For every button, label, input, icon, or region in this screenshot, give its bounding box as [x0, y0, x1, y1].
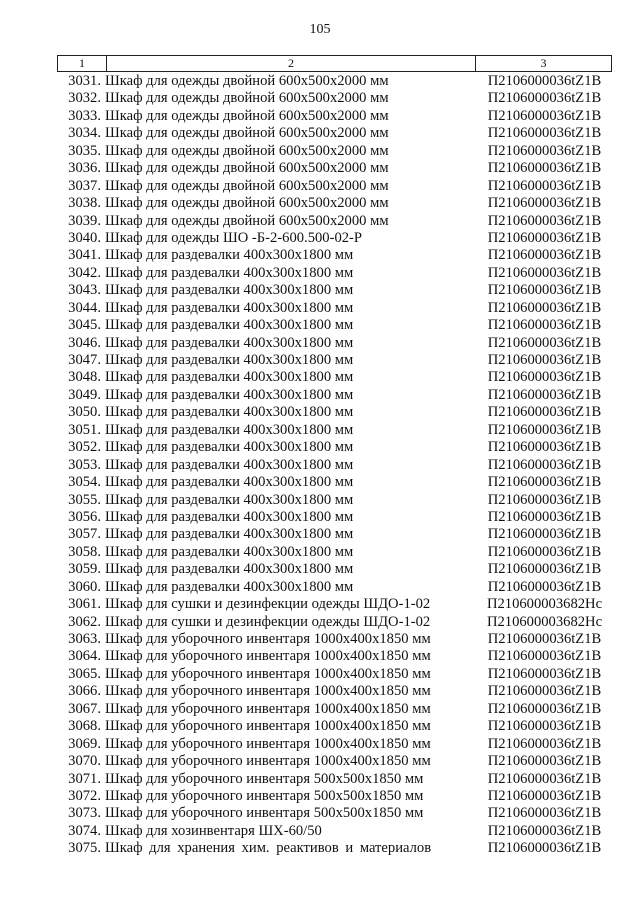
row-item-name: Шкаф для одежды двойной 600x500x2000 мм [105, 90, 389, 107]
table-row [57, 666, 612, 683]
row-item-code: П2106000036tZ1B [487, 177, 602, 194]
row-number: 3039. [68, 212, 101, 229]
row-number: 3066. [68, 683, 101, 700]
row-number: 3072. [68, 787, 101, 804]
table-row [57, 108, 612, 125]
row-item-code: П2106000036tZ1B [487, 73, 602, 89]
row-item-name: Шкаф для раздевалки 400x300x1800 мм [105, 561, 354, 578]
row-item-name: Шкаф для уборочного инвентаря 1000x400x1850 мм [105, 648, 431, 665]
row-item-code: П210600003682Нс [486, 596, 603, 613]
row-item-name: Шкаф для раздевалки 400x300x1800 мм [105, 369, 354, 386]
table-row [57, 474, 612, 491]
row-item-name: Шкаф для раздевалки 400x300x1800 мм [105, 264, 354, 281]
table-row [57, 526, 612, 543]
row-item-name: Шкаф для хозинвентаря ШХ-60/50 [105, 822, 322, 839]
row-item-name: Шкаф для уборочного инвентаря 500x500x1850 мм [105, 805, 424, 822]
row-item-name: Шкаф для уборочного инвентаря 1000x400x1850 мм [105, 735, 431, 752]
table-row [57, 439, 612, 456]
row-item-code: П2106000036tZ1B [487, 142, 602, 159]
row-item-code: П2106000036tZ1B [487, 631, 602, 647]
row-number: 3038. [68, 195, 101, 212]
row-number: 3071. [68, 770, 101, 787]
table-row [57, 753, 612, 770]
table-row [57, 213, 612, 230]
row-number: 3069. [68, 735, 101, 752]
row-number: 3041. [68, 247, 101, 264]
row-item-name: Шкаф для раздевалки 400x300x1800 мм [105, 404, 354, 421]
row-item-name: Шкаф для одежды двойной 600x500x2000 мм [105, 107, 389, 124]
row-item-code: П2106000036tZ1B [487, 665, 602, 682]
row-item-code: П2106000036tZ1B [487, 125, 602, 142]
page-number: 105 [309, 22, 331, 37]
row-number: 3047. [68, 352, 101, 368]
row-number: 3061. [68, 596, 101, 613]
row-item-code: П2106000036tZ1B [487, 317, 602, 334]
row-item-code: П2106000036tZ1B [487, 439, 602, 456]
row-number: 3051. [68, 421, 101, 438]
row-number: 3040. [68, 229, 101, 246]
row-item-name: Шкаф для раздевалки 400x300x1800 мм [105, 334, 354, 351]
table-row [57, 265, 612, 282]
row-item-name: Шкаф для раздевалки 400x300x1800 мм [105, 578, 354, 595]
row-number: 3032. [68, 90, 101, 107]
table-row [57, 300, 612, 317]
row-item-name: Шкаф для раздевалки 400x300x1800 мм [105, 282, 354, 299]
row-item-name: Шкаф для раздевалки 400x300x1800 мм [105, 386, 354, 403]
row-number: 3042. [68, 264, 101, 281]
table-row [57, 701, 612, 718]
table-row [57, 369, 612, 386]
row-item-name: Шкаф для одежды двойной 600x500x2000 мм [105, 177, 389, 194]
row-number: 3034. [68, 125, 101, 142]
row-item-name: Шкаф для раздевалки 400x300x1800 мм [105, 352, 354, 368]
table-row [57, 492, 612, 509]
row-item-code: П2106000036tZ1B [487, 229, 602, 246]
row-item-name: Шкаф для раздевалки 400x300x1800 мм [105, 299, 354, 316]
table-row [57, 422, 612, 439]
row-item-code: П2106000036tZ1B [487, 264, 602, 281]
row-item-code: П2106000036tZ1B [487, 456, 602, 473]
table-row [57, 387, 612, 404]
row-number: 3049. [68, 386, 101, 403]
row-item-name: Шкаф для раздевалки 400x300x1800 мм [105, 543, 354, 560]
row-item-code: П2106000036tZ1B [487, 700, 602, 717]
table-row [57, 247, 612, 264]
row-number: 3068. [68, 718, 101, 735]
row-item-code: П2106000036tZ1B [487, 840, 602, 857]
table-row [57, 805, 612, 822]
row-item-name: Шкаф для раздевалки 400x300x1800 мм [105, 439, 354, 456]
row-number: 3063. [68, 631, 101, 647]
table-body [57, 73, 612, 858]
row-item-code: П2106000036tZ1B [487, 282, 602, 299]
table-row [57, 335, 612, 352]
row-item-code: П2106000036tZ1B [487, 526, 602, 543]
row-item-code: П210600003682Нс [486, 613, 603, 630]
row-item-code: П2106000036tZ1B [487, 334, 602, 351]
row-number: 3050. [68, 404, 101, 421]
row-number: 3053. [68, 456, 101, 473]
row-item-name: Шкаф для уборочного инвентаря 1000x400x1850 мм [105, 683, 431, 700]
table-row [57, 614, 612, 631]
row-item-code: П2106000036tZ1B [487, 195, 602, 212]
row-number: 3054. [68, 474, 101, 491]
row-item-name: Шкаф для раздевалки 400x300x1800 мм [105, 491, 354, 508]
row-item-code: П2106000036tZ1B [487, 805, 602, 822]
row-item-code: П2106000036tZ1B [487, 299, 602, 316]
table-row [57, 160, 612, 177]
row-number: 3048. [68, 369, 101, 386]
table-row [57, 736, 612, 753]
table-row [57, 648, 612, 665]
row-item-name: Шкаф для сушки и дезинфекции одежды ШДО-1-02 [105, 613, 431, 630]
row-item-code: П2106000036tZ1B [487, 247, 602, 264]
table-row [57, 561, 612, 578]
row-item-code: П2106000036tZ1B [487, 491, 602, 508]
table-row [57, 579, 612, 596]
table-row [57, 73, 612, 90]
table-row [57, 509, 612, 526]
table-header [57, 55, 612, 72]
row-number: 3036. [68, 160, 101, 177]
row-item-name: Шкаф для уборочного инвентаря 1000x400x1850 мм [105, 665, 431, 682]
row-item-code: П2106000036tZ1B [487, 107, 602, 124]
table-row [57, 352, 612, 369]
row-item-name: Шкаф для раздевалки 400x300x1800 мм [105, 421, 354, 438]
row-item-name: Шкаф для уборочного инвентаря 500x500x1850 мм [105, 770, 424, 787]
row-number: 3052. [68, 439, 101, 456]
row-number: 3035. [68, 142, 101, 159]
row-item-name: Шкаф для уборочного инвентаря 1000x400x1850 мм [105, 718, 431, 735]
row-item-name: Шкаф для одежды двойной 600x500x2000 мм [105, 212, 389, 229]
row-item-name: Шкаф для одежды двойной 600x500x2000 мм [105, 142, 389, 159]
row-number: 3058. [68, 543, 101, 560]
row-item-code: П2106000036tZ1B [487, 352, 602, 368]
row-item-code: П2106000036tZ1B [487, 753, 602, 770]
row-item-code: П2106000036tZ1B [487, 386, 602, 403]
row-number: 3057. [68, 526, 101, 543]
row-number: 3059. [68, 561, 101, 578]
row-item-name: Шкаф для одежды двойной 600x500x2000 мм [105, 160, 389, 177]
table-row [57, 683, 612, 700]
row-number: 3075. [68, 840, 101, 857]
row-item-name: Шкаф для раздевалки 400x300x1800 мм [105, 526, 354, 543]
row-item-code: П2106000036tZ1B [487, 543, 602, 560]
row-item-code: П2106000036tZ1B [487, 369, 602, 386]
table-row [57, 771, 612, 788]
row-item-name: Шкаф для хранения хим. реактивов и материалов [105, 840, 432, 857]
row-item-code: П2106000036tZ1B [487, 578, 602, 595]
table-row [57, 178, 612, 195]
row-item-code: П2106000036tZ1B [487, 822, 602, 839]
row-item-name: Шкаф для уборочного инвентаря 1000x400x1850 мм [105, 753, 431, 770]
row-item-code: П2106000036tZ1B [487, 683, 602, 700]
header-col-3: 3 [540, 56, 547, 70]
row-number: 3031. [68, 73, 101, 89]
row-number: 3046. [68, 334, 101, 351]
table-row [57, 718, 612, 735]
table-row [57, 195, 612, 212]
table-row [57, 596, 612, 613]
row-item-name: Шкаф для раздевалки 400x300x1800 мм [105, 317, 354, 334]
row-item-code: П2106000036tZ1B [487, 561, 602, 578]
table-row [57, 125, 612, 142]
row-item-code: П2106000036tZ1B [487, 648, 602, 665]
row-item-code: П2106000036tZ1B [487, 90, 602, 107]
row-item-code: П2106000036tZ1B [487, 770, 602, 787]
row-number: 3033. [68, 107, 101, 124]
header-col-1: 1 [58, 56, 107, 71]
row-number: 3074. [68, 822, 101, 839]
row-item-name: Шкаф для одежды двойной 600x500x2000 мм [105, 195, 389, 212]
row-number: 3065. [68, 665, 101, 682]
row-item-name: Шкаф для раздевалки 400x300x1800 мм [105, 508, 354, 525]
row-item-name: Шкаф для одежды двойной 600x500x2000 мм [105, 73, 389, 89]
row-number: 3062. [68, 613, 101, 630]
row-item-name: Шкаф для сушки и дезинфекции одежды ШДО-1-02 [105, 596, 431, 613]
row-number: 3067. [68, 700, 101, 717]
row-number: 3073. [68, 805, 101, 822]
row-item-code: П2106000036tZ1B [487, 718, 602, 735]
table-row [57, 317, 612, 334]
row-item-name: Шкаф для раздевалки 400x300x1800 мм [105, 474, 354, 491]
row-item-name: Шкаф для одежды ШО -Б-2-600.500-02-Р [105, 229, 363, 246]
items-table [57, 55, 612, 858]
row-number: 3037. [68, 177, 101, 194]
row-number: 3044. [68, 299, 101, 316]
row-number: 3043. [68, 282, 101, 299]
table-row [57, 90, 612, 107]
row-number: 3070. [68, 753, 101, 770]
table-row [57, 840, 612, 857]
row-number: 3055. [68, 491, 101, 508]
row-item-name: Шкаф для уборочного инвентаря 1000x400x1850 мм [105, 700, 431, 717]
row-item-code: П2106000036tZ1B [487, 508, 602, 525]
row-number: 3045. [68, 317, 101, 334]
row-item-name: Шкаф для раздевалки 400x300x1800 мм [105, 247, 354, 264]
row-number: 3064. [68, 648, 101, 665]
row-item-code: П2106000036tZ1B [487, 421, 602, 438]
row-item-code: П2106000036tZ1B [487, 787, 602, 804]
table-row [57, 788, 612, 805]
table-row [57, 230, 612, 247]
row-item-code: П2106000036tZ1B [487, 404, 602, 421]
table-row [57, 404, 612, 421]
header-col-2: 2 [107, 56, 476, 71]
row-item-code: П2106000036tZ1B [487, 212, 602, 229]
row-item-name: Шкаф для уборочного инвентаря 1000x400x1850 мм [105, 631, 431, 647]
row-number: 3056. [68, 508, 101, 525]
row-item-name: Шкаф для раздевалки 400x300x1800 мм [105, 456, 354, 473]
table-row [57, 457, 612, 474]
row-number: 3060. [68, 578, 101, 595]
table-row [57, 143, 612, 160]
table-row [57, 823, 612, 840]
table-row [57, 631, 612, 648]
row-item-name: Шкаф для одежды двойной 600x500x2000 мм [105, 125, 389, 142]
row-item-name: Шкаф для уборочного инвентаря 500x500x1850 мм [105, 787, 424, 804]
row-item-code: П2106000036tZ1B [487, 735, 602, 752]
table-row [57, 544, 612, 561]
table-row [57, 282, 612, 299]
row-item-code: П2106000036tZ1B [487, 474, 602, 491]
row-item-code: П2106000036tZ1B [487, 160, 602, 177]
